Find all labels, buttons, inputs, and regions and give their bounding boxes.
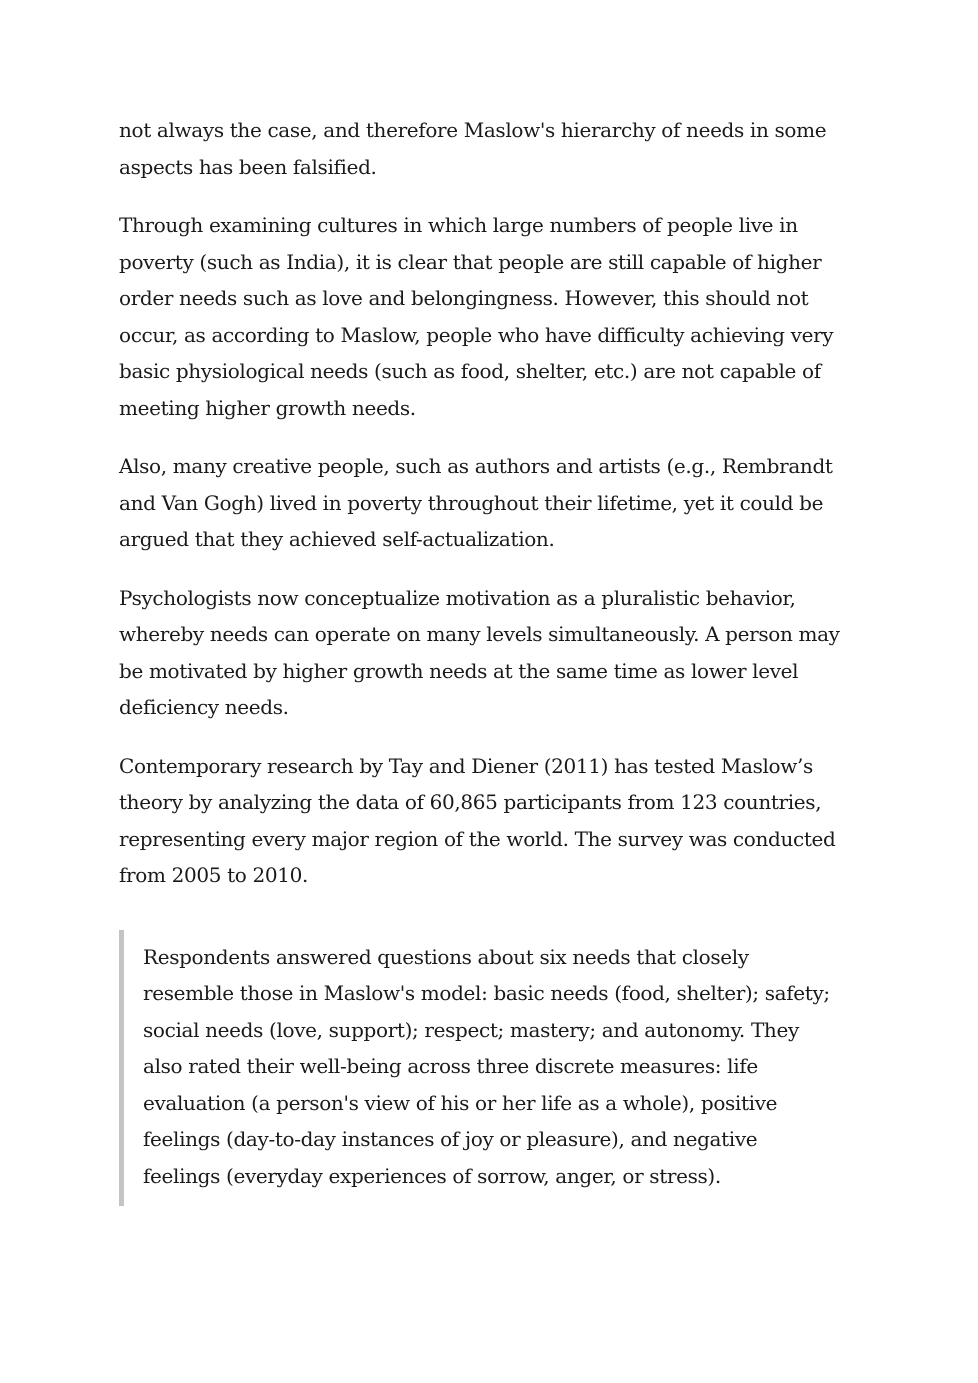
blockquote-text: Respondents answered questions about six needs that closely resemble those in Maslow's model: basic needs (food, shelter); safety; social needs (love, support); respect; mastery; and autonomy. They also rated their well-being across three discrete measures: life evaluation (a person's view of his or her life as a whole), positive feelings (day-to-day instances of joy or pleasure), and negative feelings (everyday experiences of sorrow, anger, or stress). [143,944,830,1188]
paragraph: Also, many creative people, such as authors and artists (e.g., Rembrandt and Van Gogh) lived in poverty throughout their lifetime, yet it could be argued that they achieved self-actualization. [119,454,833,551]
paragraph: not always the case, and therefore Maslow's hierarchy of needs in some aspects has been falsified. [119,118,827,179]
paragraph: Contemporary research by Tay and Diener (2011) has tested Maslow’s theory by analyzing the data of 60,865 participants from 123 countries, representing every major region of the world. The survey was conducted from 2005 to 2010. [119,753,836,887]
article-body [119,112,861,1206]
paragraph: Through examining cultures in which large numbers of people live in poverty (such as India), it is clear that people are still capable of higher order needs such as love and belongingness. However, this should not occur, as according to Maslow, people who have difficulty achieving very basic physiological needs (such as food, shelter, etc.) are not capable of meeting higher growth needs. [119,213,834,420]
paragraph: Psychologists now conceptualize motivation as a pluralistic behavior, whereby needs can operate on many levels simultaneously. A person may be motivated by higher growth needs at the same time as lower level deficiency needs. [119,585,840,719]
blockquote [119,930,833,1207]
